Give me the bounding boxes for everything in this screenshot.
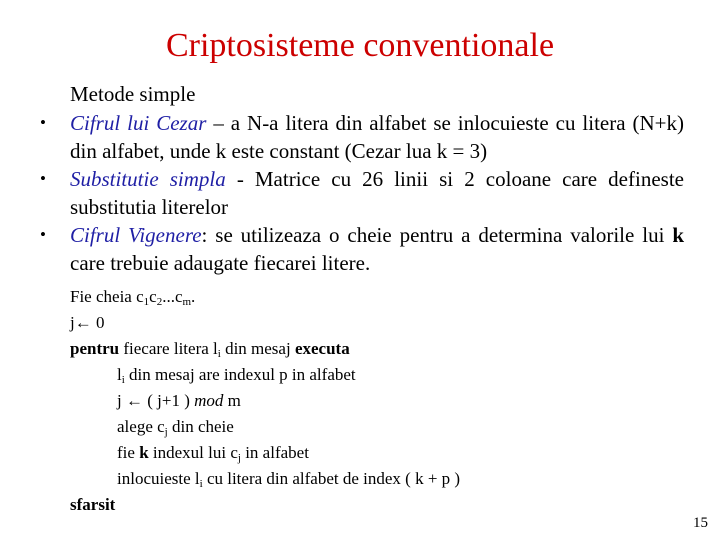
algo-keyword: sfarsit bbox=[70, 495, 116, 514]
algo-text: m bbox=[223, 391, 241, 410]
bullet-item-substitution bbox=[40, 165, 684, 221]
bullet-text-substitution: - Matrice cu 26 linii si 2 coloane care defineste substitutia literelor bbox=[70, 167, 684, 219]
algo-text: din mesaj bbox=[220, 339, 295, 358]
algo-text: c bbox=[149, 287, 157, 306]
algo-line-choose bbox=[70, 414, 460, 440]
bullet-text-vigenere-b: care trebuie adaugate fiecarei litere. bbox=[70, 251, 371, 275]
algo-sub: j bbox=[237, 452, 241, 464]
bullet-icon: • bbox=[40, 169, 46, 188]
algo-sub: i bbox=[217, 348, 221, 360]
algo-text: alege c bbox=[117, 417, 165, 436]
bullet-k-letter: k bbox=[672, 223, 684, 247]
vigenere-algorithm bbox=[70, 284, 460, 518]
bullet-text-caesar: – a N-a litera din alfabet se inlocuieste cu litera (N+k) din alfabet, unde k este constant (Cezar lua k = 3) bbox=[70, 111, 684, 163]
page-number: 15 bbox=[693, 515, 708, 531]
algo-text: din mesaj are indexul p in alfabet bbox=[124, 365, 356, 384]
algo-line-for bbox=[70, 336, 460, 362]
algo-text: cu litera din alfabet de index ( k + p ) bbox=[202, 469, 461, 488]
algo-text: j ← ( j+1 ) bbox=[117, 391, 195, 410]
bullet-item-vigenere bbox=[40, 221, 684, 277]
algo-sub: 2 bbox=[156, 296, 163, 308]
algo-text: fiecare litera l bbox=[119, 339, 218, 358]
term-substitution: Substitutie simpla bbox=[70, 167, 226, 191]
algo-sub: i bbox=[199, 478, 203, 490]
algo-sub: j bbox=[164, 426, 168, 438]
algo-line-replace bbox=[70, 466, 460, 492]
algo-text: Fie cheia c bbox=[70, 287, 144, 306]
algo-text: l bbox=[117, 365, 122, 384]
algo-line-index-k bbox=[70, 440, 460, 466]
algo-text: in alfabet bbox=[240, 443, 309, 462]
slide-title: Criptosisteme conventionale bbox=[165, 27, 555, 64]
bullet-icon: • bbox=[40, 225, 46, 244]
algo-keyword: k bbox=[139, 443, 149, 462]
algo-mod: mod bbox=[194, 391, 224, 410]
algo-line-key bbox=[70, 284, 460, 310]
algo-text: ...c bbox=[162, 287, 183, 306]
algo-keyword: pentru bbox=[70, 339, 120, 358]
algo-text: din cheie bbox=[167, 417, 234, 436]
intro-heading: Metode simple bbox=[70, 82, 196, 106]
algo-line-increment bbox=[70, 388, 460, 414]
algo-line-end bbox=[70, 492, 460, 518]
algo-text: indexul lui c bbox=[148, 443, 238, 462]
algo-sub: 1 bbox=[143, 296, 150, 308]
bullet-item-caesar bbox=[40, 109, 684, 165]
algo-keyword: executa bbox=[294, 339, 350, 358]
bullet-text-vigenere-a: : se utilizeaza o cheie pentru a determina valorile lui bbox=[201, 223, 673, 247]
algo-text: . bbox=[191, 287, 196, 306]
algo-text: j← 0 bbox=[70, 313, 105, 332]
algo-text: fie bbox=[117, 443, 140, 462]
term-caesar: Cifrul lui Cezar bbox=[70, 111, 207, 135]
algo-line-init bbox=[70, 310, 460, 336]
algo-sub: m bbox=[182, 296, 192, 308]
algo-sub: i bbox=[121, 374, 125, 386]
algo-text: inlocuieste l bbox=[117, 469, 200, 488]
term-vigenere: Cifrul Vigenere bbox=[70, 223, 202, 247]
algo-line-index-p bbox=[70, 362, 460, 388]
bullet-list bbox=[0, 109, 720, 277]
bullet-icon: • bbox=[40, 113, 46, 132]
